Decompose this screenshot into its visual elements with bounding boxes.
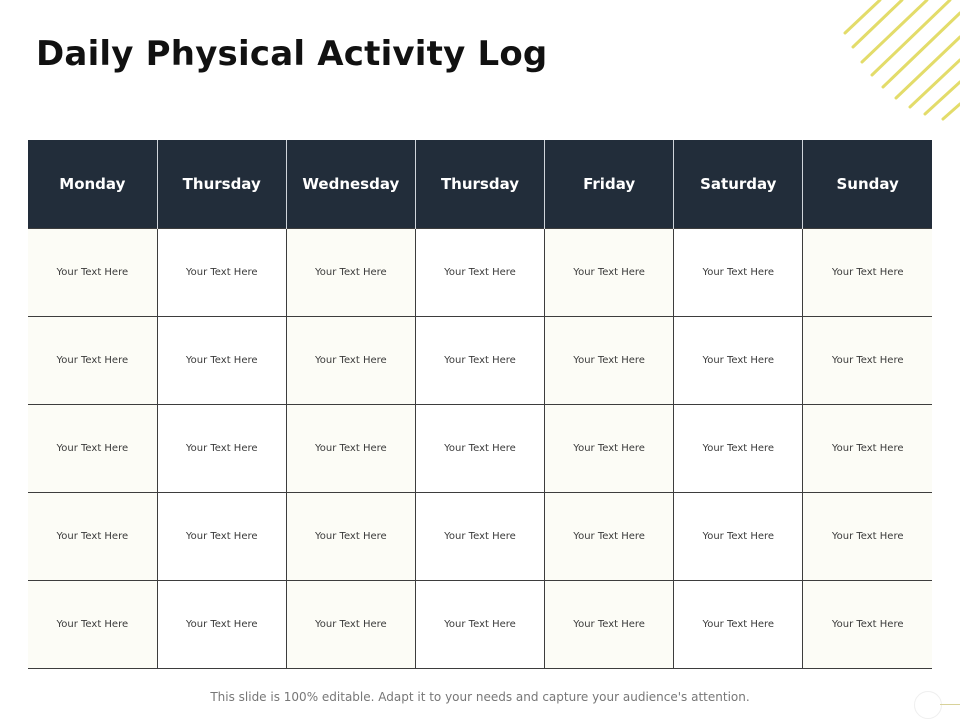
table-cell[interactable]: Your Text Here (28, 581, 157, 669)
header-thursday: Thursday (157, 140, 286, 229)
table-cell[interactable]: Your Text Here (157, 405, 286, 493)
table-cell[interactable]: Your Text Here (545, 581, 674, 669)
table-cell[interactable]: Your Text Here (28, 229, 157, 317)
table-cell[interactable]: Your Text Here (545, 405, 674, 493)
table-cell[interactable]: Your Text Here (545, 317, 674, 405)
table-cell[interactable]: Your Text Here (803, 229, 932, 317)
table-cell[interactable]: Your Text Here (157, 493, 286, 581)
table-cell[interactable]: Your Text Here (415, 581, 544, 669)
table-cell[interactable]: Your Text Here (286, 405, 415, 493)
header-thursday-2: Thursday (415, 140, 544, 229)
header-wednesday: Wednesday (286, 140, 415, 229)
table-cell[interactable]: Your Text Here (674, 317, 803, 405)
circle-outline-icon (914, 691, 942, 719)
table-cell[interactable]: Your Text Here (803, 493, 932, 581)
table-cell[interactable]: Your Text Here (28, 317, 157, 405)
table-cell[interactable]: Your Text Here (286, 317, 415, 405)
table-row (28, 581, 932, 669)
table-cell[interactable]: Your Text Here (674, 229, 803, 317)
table-cell[interactable]: Your Text Here (286, 581, 415, 669)
table-cell[interactable]: Your Text Here (28, 493, 157, 581)
header-sunday: Sunday (803, 140, 932, 229)
table-cell[interactable]: Your Text Here (286, 493, 415, 581)
header-row (28, 140, 932, 229)
header-monday: Monday (28, 140, 157, 229)
table-cell[interactable]: Your Text Here (545, 229, 674, 317)
table-row (28, 493, 932, 581)
table-cell[interactable]: Your Text Here (415, 229, 544, 317)
footer-note: This slide is 100% editable. Adapt it to your needs and capture your audience's attention. (210, 690, 750, 704)
header-friday: Friday (545, 140, 674, 229)
accent-line-icon (940, 704, 960, 705)
table-cell[interactable]: Your Text Here (803, 581, 932, 669)
table-row (28, 405, 932, 493)
header-saturday: Saturday (674, 140, 803, 229)
table-cell[interactable]: Your Text Here (674, 405, 803, 493)
table-cell[interactable]: Your Text Here (286, 229, 415, 317)
table-cell[interactable]: Your Text Here (157, 317, 286, 405)
table-row (28, 317, 932, 405)
table-cell[interactable]: Your Text Here (415, 493, 544, 581)
activity-log-table (28, 140, 932, 669)
table-cell[interactable]: Your Text Here (157, 229, 286, 317)
table-cell[interactable]: Your Text Here (415, 405, 544, 493)
table-cell[interactable]: Your Text Here (157, 581, 286, 669)
table-cell[interactable]: Your Text Here (415, 317, 544, 405)
diagonal-stripes-icon (830, 0, 960, 125)
table-cell[interactable]: Your Text Here (28, 405, 157, 493)
table-cell[interactable]: Your Text Here (803, 405, 932, 493)
table-cell[interactable]: Your Text Here (674, 581, 803, 669)
table-cell[interactable]: Your Text Here (674, 493, 803, 581)
table-cell[interactable]: Your Text Here (803, 317, 932, 405)
table-row (28, 229, 932, 317)
table-cell[interactable]: Your Text Here (545, 493, 674, 581)
page-title: Daily Physical Activity Log (36, 34, 548, 74)
